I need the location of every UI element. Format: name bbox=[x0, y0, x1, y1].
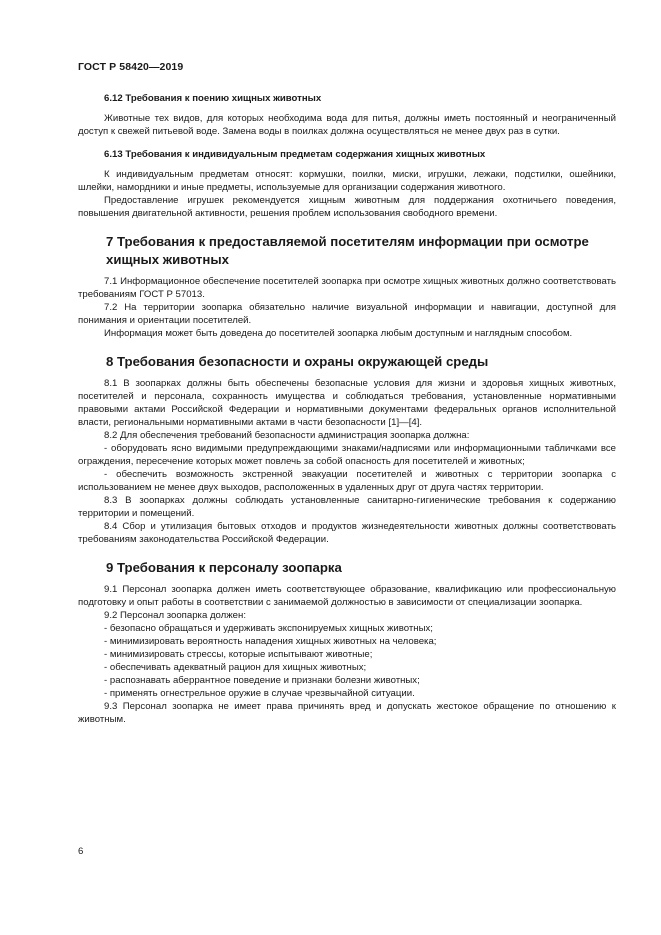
section-8-title: 8 Требования безопасности и охраны окружающей среды bbox=[106, 354, 489, 369]
list-item: - обеспечивать адекватный рацион для хищных животных; bbox=[104, 662, 367, 673]
paragraph: 7.1 Информационное обеспечение посетителей зоопарка при осмотре хищных животных должно соответствовать требованиям ГОСТ Р 57013. bbox=[78, 276, 616, 300]
subsection-6-12-title: 6.12 Требования к поению хищных животных bbox=[104, 93, 322, 104]
paragraph: Информация может быть доведена до посетителей зоопарка любым доступным и наглядным способом. bbox=[104, 328, 573, 339]
section-9-title: 9 Требования к персоналу зоопарка bbox=[106, 560, 342, 575]
paragraph: 9.1 Персонал зоопарка должен иметь соответствующее образование, квалификацию или профессиональную подготовку и опыт работы в соответствии с занимаемой должностью в зависимости от специализации зоопарка. bbox=[78, 584, 616, 608]
section-7-title bbox=[78, 233, 616, 269]
paragraph: 7.2 На территории зоопарка обязательно наличие визуальной информации и навигации, доступной для понимания и ориентации посетителей. bbox=[78, 302, 616, 326]
subsection-6-13-title: 6.13 Требования к индивидуальным предметам содержания хищных животных bbox=[104, 149, 486, 160]
paragraph: 8.3 В зоопарках должны соблюдать установленные санитарно-гигиенические требования к содержанию территории и помещений. bbox=[78, 495, 616, 519]
paragraph: 8.1 В зоопарках должны быть обеспечены безопасные условия для жизни и здоровья хищных животных, посетителей и персонала, сохранность имущества и соблюдаться требования, установленные нормативными правовыми актами Российской Федерации и нормативными документами федеральных органов исполнительной власти, региональными нормативными актами в части безопасности [1]—[4]. bbox=[78, 378, 616, 428]
paragraph: 9.2 Персонал зоопарка должен: bbox=[104, 610, 246, 621]
paragraph: 8.2 Для обеспечения требований безопасности администрация зоопарка должна: bbox=[104, 430, 470, 441]
list-item: - распознавать аберрантное поведение и признаки болезни животных; bbox=[104, 675, 420, 686]
list-item: - оборудовать ясно видимыми предупреждающими знаками/надписями или информационными табличками все ограждения, пересечение которых может повлечь за собой опасность для посетителей и животных; bbox=[78, 443, 616, 467]
section-7-title-line1: 7 Требования к предоставляемой посетителям информации при осмотре bbox=[106, 234, 589, 249]
page-content bbox=[78, 92, 616, 726]
list-item: - обеспечить возможность экстренной эвакуации посетителей и животных с территории зоопарка с использованием не менее двух выходов, расположенных в удаленных друг от друга частях территории. bbox=[78, 469, 616, 493]
standard-designation: ГОСТ Р 58420—2019 bbox=[78, 61, 184, 73]
paragraph: Предоставление игрушек рекомендуется хищным животным для поддержания охотничьего поведения, повышения двигательной активности, решения проблем использования свободного времени. bbox=[78, 195, 616, 219]
list-item: - минимизировать вероятность нападения хищных животных на человека; bbox=[104, 636, 437, 647]
section-7-title-line2: хищных животных bbox=[106, 252, 229, 267]
list-item: - применять огнестрельное оружие в случае чрезвычайной ситуации. bbox=[104, 688, 415, 699]
paragraph: 8.4 Сбор и утилизация бытовых отходов и продуктов жизнедеятельности животных должны соответствовать требованиям законодательства Российской Федерации. bbox=[78, 521, 616, 545]
paragraph: 9.3 Персонал зоопарка не имеет права причинять вред и допускать жестокое обращение по отношению к животным. bbox=[78, 701, 616, 725]
paragraph: К индивидуальным предметам относят: кормушки, поилки, миски, игрушки, лежаки, подстилки, ошейники, шлейки, намордники и иные предметы, используемые для организации содержания животного. bbox=[78, 169, 616, 193]
page-number: 6 bbox=[78, 846, 84, 857]
paragraph: Животные тех видов, для которых необходима вода для питья, должны иметь постоянный и неограниченный доступ к свежей питьевой воде. Замена воды в поилках должна осуществляться не менее двух раз в сутки. bbox=[78, 113, 616, 137]
list-item: - минимизировать стрессы, которые испытывают животные; bbox=[104, 649, 373, 660]
list-item: - безопасно обращаться и удерживать экспонируемых хищных животных; bbox=[104, 623, 433, 634]
